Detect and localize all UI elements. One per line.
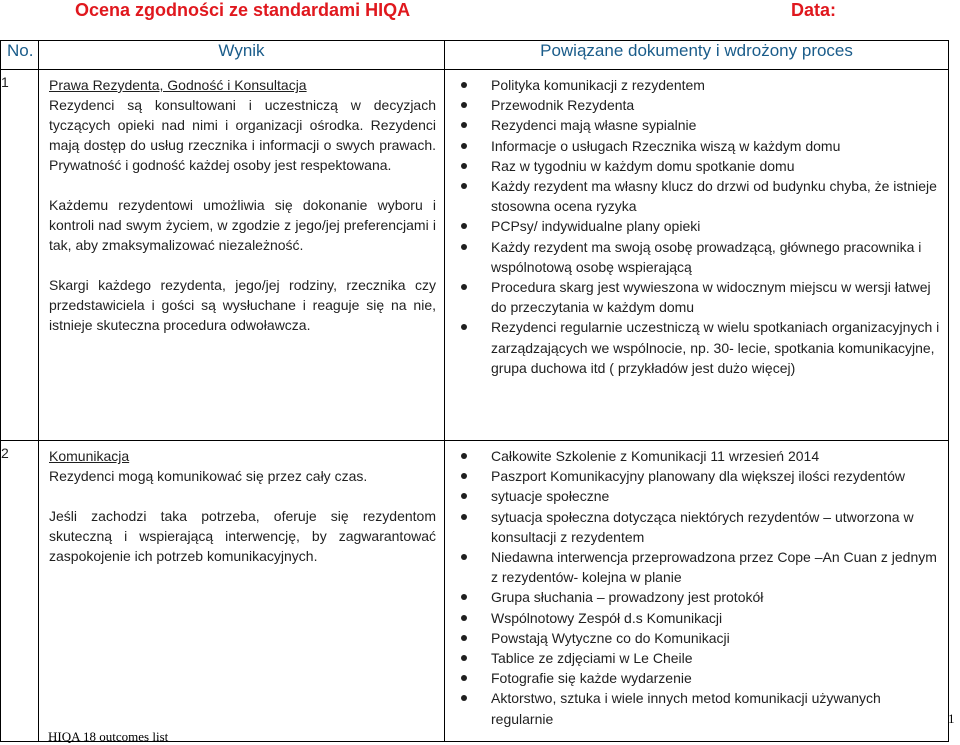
outcome-paragraph: Jeśli zachodzi taka potrzeba, oferuje się rezydentom skuteczną i wspierającą interwencję, by zagwarantować zaspokojenie ich potrzeb komunikacyjnych. [49, 508, 436, 564]
outcome-heading: Komunikacja [49, 448, 130, 464]
bullet-icon [461, 615, 467, 621]
list-item: PCPsy/ indywidualne plany opieki [491, 216, 940, 236]
list-item: Informacje o usługach Rzecznika wiszą w każdym domu [491, 136, 940, 156]
table-row [1, 441, 949, 742]
list-item: Tablice ze zdjęciami w Le Cheile [491, 648, 940, 668]
bullet-icon [461, 675, 467, 681]
document-title: Ocena zgodności ze standardami HIQA [75, 0, 411, 20]
outcome-heading: Prawa Rezydenta, Godność i Konsultacja [49, 77, 307, 93]
bullet-icon [461, 183, 467, 189]
documents-cell [445, 441, 949, 742]
table-header-row [1, 41, 949, 70]
date-label: Data: [791, 0, 837, 20]
bullet-icon [461, 244, 467, 250]
bullet-icon [461, 163, 467, 169]
row-number-cell [1, 70, 39, 441]
list-item: Polityka komunikacji z rezydentem [491, 75, 940, 95]
list-item: Każdy rezydent ma własny klucz do drzwi od budynku chyba, że istnieje stosowna ocena ryzyka [491, 176, 940, 216]
outcome-paragraph: Każdemu rezydentowi umożliwia się dokonanie wyboru i kontroli nad swym życiem, w zgodzie z jego/jej preferencjami i tak, aby zmaksymalizować niezależność. [49, 197, 436, 253]
page-number: 1 [948, 711, 955, 726]
bullet-icon [461, 284, 467, 290]
outcome-paragraph: Rezydenci mogą komunikować się przez cały czas. [49, 468, 368, 484]
bullet-icon [461, 695, 467, 701]
footer-text: HIQA 18 outcomes list [48, 729, 169, 744]
list-item: Powstają Wytyczne co do Komunikacji [491, 628, 940, 648]
list-item: Procedura skarg jest wywieszona w widocznym miejscu w wersji łatwej do przeczytania w każdym domu [491, 277, 940, 317]
documents-cell [445, 70, 949, 441]
outcomes-table [0, 40, 949, 742]
bullet-icon [461, 514, 467, 520]
list-item: Paszport Komunikacyjny planowany dla większej ilości rezydentów [491, 466, 940, 486]
documents-list [445, 441, 948, 729]
bullet-icon [461, 324, 467, 330]
list-item: Rezydenci regularnie uczestniczą w wielu spotkaniach organizacyjnych i zarządzających we wspólnocie, np. 30- lecie, spotkania komunikacyjne, grupa duchowa itd ( przykładów jest dużo więcej) [491, 317, 940, 378]
bullet-icon [461, 122, 467, 128]
bullet-icon [461, 453, 467, 459]
column-header-wynik: Wynik [39, 41, 445, 70]
outcome-cell [39, 441, 445, 742]
list-item: Rezydenci mają własne sypialnie [491, 115, 940, 135]
list-item: Przewodnik Rezydenta [491, 95, 940, 115]
bullet-icon [461, 102, 467, 108]
bullet-icon [461, 554, 467, 560]
list-item: Niedawna interwencja przeprowadzona przez Cope –An Cuan z jednym z rezydentów- kolejna w planie [491, 547, 940, 587]
bullet-icon [461, 594, 467, 600]
list-item: sytuacje społeczne [491, 486, 940, 506]
row-number: 1 [1, 74, 9, 90]
bullet-icon [461, 82, 467, 88]
list-item: Grupa słuchania – prowadzony jest protokół [491, 587, 940, 607]
outcome-cell [39, 70, 445, 441]
row-number: 2 [1, 445, 9, 461]
outcome-paragraph: Skargi każdego rezydenta, jego/jej rodziny, rzecznika czy przedstawiciela i gości są wysłuchane i reaguje się na nie, istnieje skuteczna procedura odwoławcza. [49, 277, 436, 333]
bullet-icon [461, 143, 467, 149]
list-item: Całkowite Szkolenie z Komunikacji 11 wrzesień 2014 [491, 446, 940, 466]
column-header-no: No. [1, 41, 39, 70]
list-item: Wspólnotowy Zespół d.s Komunikacji [491, 608, 940, 628]
outcome-paragraph: Rezydenci są konsultowani i uczestniczą w decyzjach tyczących opieki nad nimi i organizacji ośrodka. Rezydenci mają dostęp do usług rzecznika i informacji o swych prawach. Prywatność i godność każdej osoby jest respektowana. [49, 97, 436, 173]
bullet-icon [461, 655, 467, 661]
table-row [1, 70, 949, 441]
list-item: Fotografie się każde wydarzenie [491, 668, 940, 688]
bullet-icon [461, 223, 467, 229]
list-item: sytuacja społeczna dotycząca niektórych rezydentów – utworzona w konsultacji z rezydentem [491, 507, 940, 547]
list-item: Każdy rezydent ma swoją osobę prowadzącą, głównego pracownika i wspólnotową osobę wspierającą [491, 237, 940, 277]
list-item: Raz w tygodniu w każdym domu spotkanie domu [491, 156, 940, 176]
bullet-icon [461, 635, 467, 641]
bullet-icon [461, 473, 467, 479]
row-number-cell [1, 441, 39, 742]
column-header-docs: Powiązane dokumenty i wdrożony proces [445, 41, 949, 70]
bullet-icon [461, 493, 467, 499]
documents-list [445, 70, 948, 378]
list-item: Aktorstwo, sztuka i wiele innych metod komunikacji używanych regularnie [491, 688, 940, 728]
